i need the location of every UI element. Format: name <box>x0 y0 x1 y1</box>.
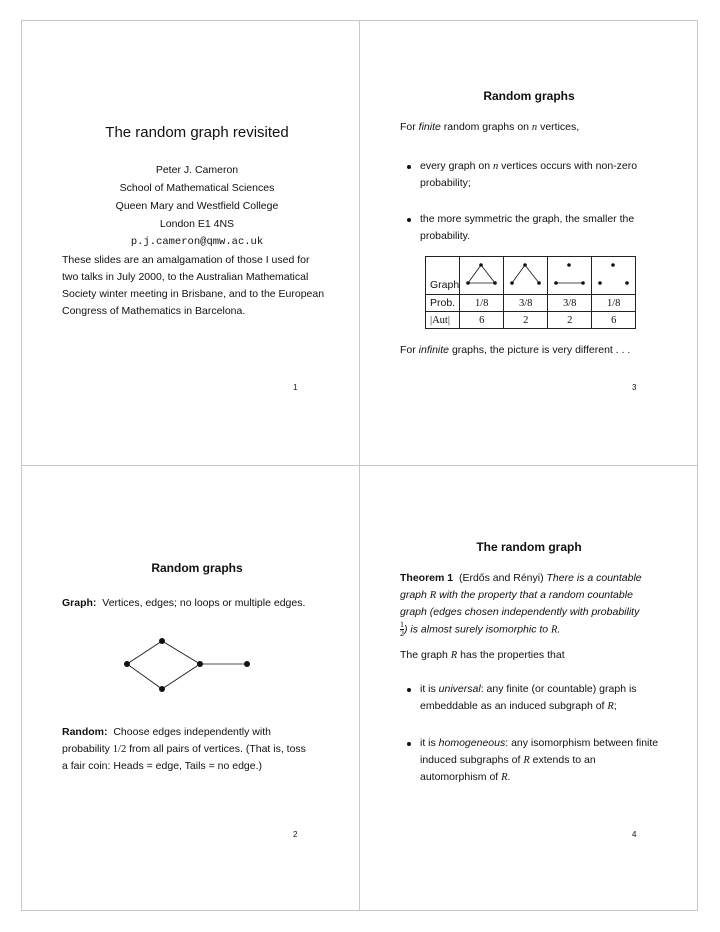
example-graph-diagram <box>115 628 275 708</box>
graph-empty <box>592 257 636 295</box>
bullet-homogeneous: it is homogeneous: any isomorphism between finite induced subgraphs of R extends to an automorphism of R. <box>400 735 662 786</box>
empty-graph-icon <box>592 257 635 291</box>
bullet-every-graph: every graph on n vertices occurs with non-zero probability; <box>400 158 658 192</box>
row-label-graph: Graph <box>426 257 460 295</box>
page-number-3: 3 <box>632 383 637 392</box>
graph-triangle <box>460 257 504 295</box>
page-number-2: 2 <box>293 830 298 839</box>
aut-cell: 6 <box>460 312 504 329</box>
row-label-prob: Prob. <box>426 295 460 312</box>
table-row-aut <box>426 312 636 329</box>
affiliation-line-1: School of Mathematical Sciences <box>119 182 275 194</box>
slide-3-intro: For finite random graphs on n vertices, <box>400 121 580 133</box>
graph-single-edge <box>548 257 592 295</box>
row-label-aut: |Aut| <box>426 312 460 329</box>
author-email: p.j.cameron@qmw.ac.uk <box>130 236 264 248</box>
vertical-divider <box>359 20 360 911</box>
slide-1 <box>62 124 332 251</box>
slide-1-title: The random graph revisited <box>105 124 289 141</box>
aut-cell: 6 <box>592 312 636 329</box>
single-edge-graph-icon <box>548 257 591 291</box>
prob-cell: 3/8 <box>548 295 592 312</box>
slide-2-graph-def: Graph: Vertices, edges; no loops or multiple edges. <box>62 597 306 609</box>
theorem-1: Theorem 1 (Erdős and Rényi) There is a countable graph R with the property that a random countable graph (edges chosen independently with probability $\frac{1}{2}$ ) is almost surely isomorphic to R. <box>400 572 642 638</box>
path-graph-icon <box>504 257 547 291</box>
author-block <box>62 161 332 251</box>
graph-path <box>504 257 548 295</box>
slide-1-body: These slides are an amalgamation of those I used for two talks in July 2000, to the Australian Mathematical Society winter meeting in Brisbane, and to the European Congress of Mathematics in Barcelona. <box>62 254 325 317</box>
affiliation-line-2: Queen Mary and Westfield College <box>115 200 279 212</box>
slide-4-title: The random graph <box>476 540 582 554</box>
probability-table <box>425 256 636 329</box>
slide-3-outro: For infinite graphs, the picture is very different . . . <box>400 344 631 356</box>
table-row-graph <box>426 257 636 295</box>
page-number-4: 4 <box>632 830 637 839</box>
triangle-graph-icon <box>460 257 503 291</box>
prob-cell: 1/8 <box>460 295 504 312</box>
bullet-symmetric: the more symmetric the graph, the smaller the probability. <box>400 211 658 245</box>
aut-cell: 2 <box>504 312 548 329</box>
slide-3-bullets <box>400 158 658 245</box>
slide-3-title: Random graphs <box>483 89 575 103</box>
prob-cell: 3/8 <box>504 295 548 312</box>
slide-4-properties-intro: The graph R has the properties that <box>400 649 565 661</box>
bullet-universal: it is universal: any finite (or countable) graph is embeddable as an induced subgraph of R; <box>400 681 662 715</box>
author-name: Peter J. Cameron <box>155 164 239 176</box>
aut-cell: 2 <box>548 312 592 329</box>
slide-2-title: Random graphs <box>151 561 243 575</box>
prob-cell: 1/8 <box>592 295 636 312</box>
table-row-prob <box>426 295 636 312</box>
affiliation-line-3: London E1 4NS <box>159 218 235 230</box>
slide-4-bullets <box>400 681 662 786</box>
page-number-1: 1 <box>293 383 298 392</box>
slide-2-random-def: Random: Choose edges independently with probability 1/2 from all pairs of vertices. (That is, toss a fair coin: Heads = edge, Tails = no edge.) <box>62 726 306 772</box>
